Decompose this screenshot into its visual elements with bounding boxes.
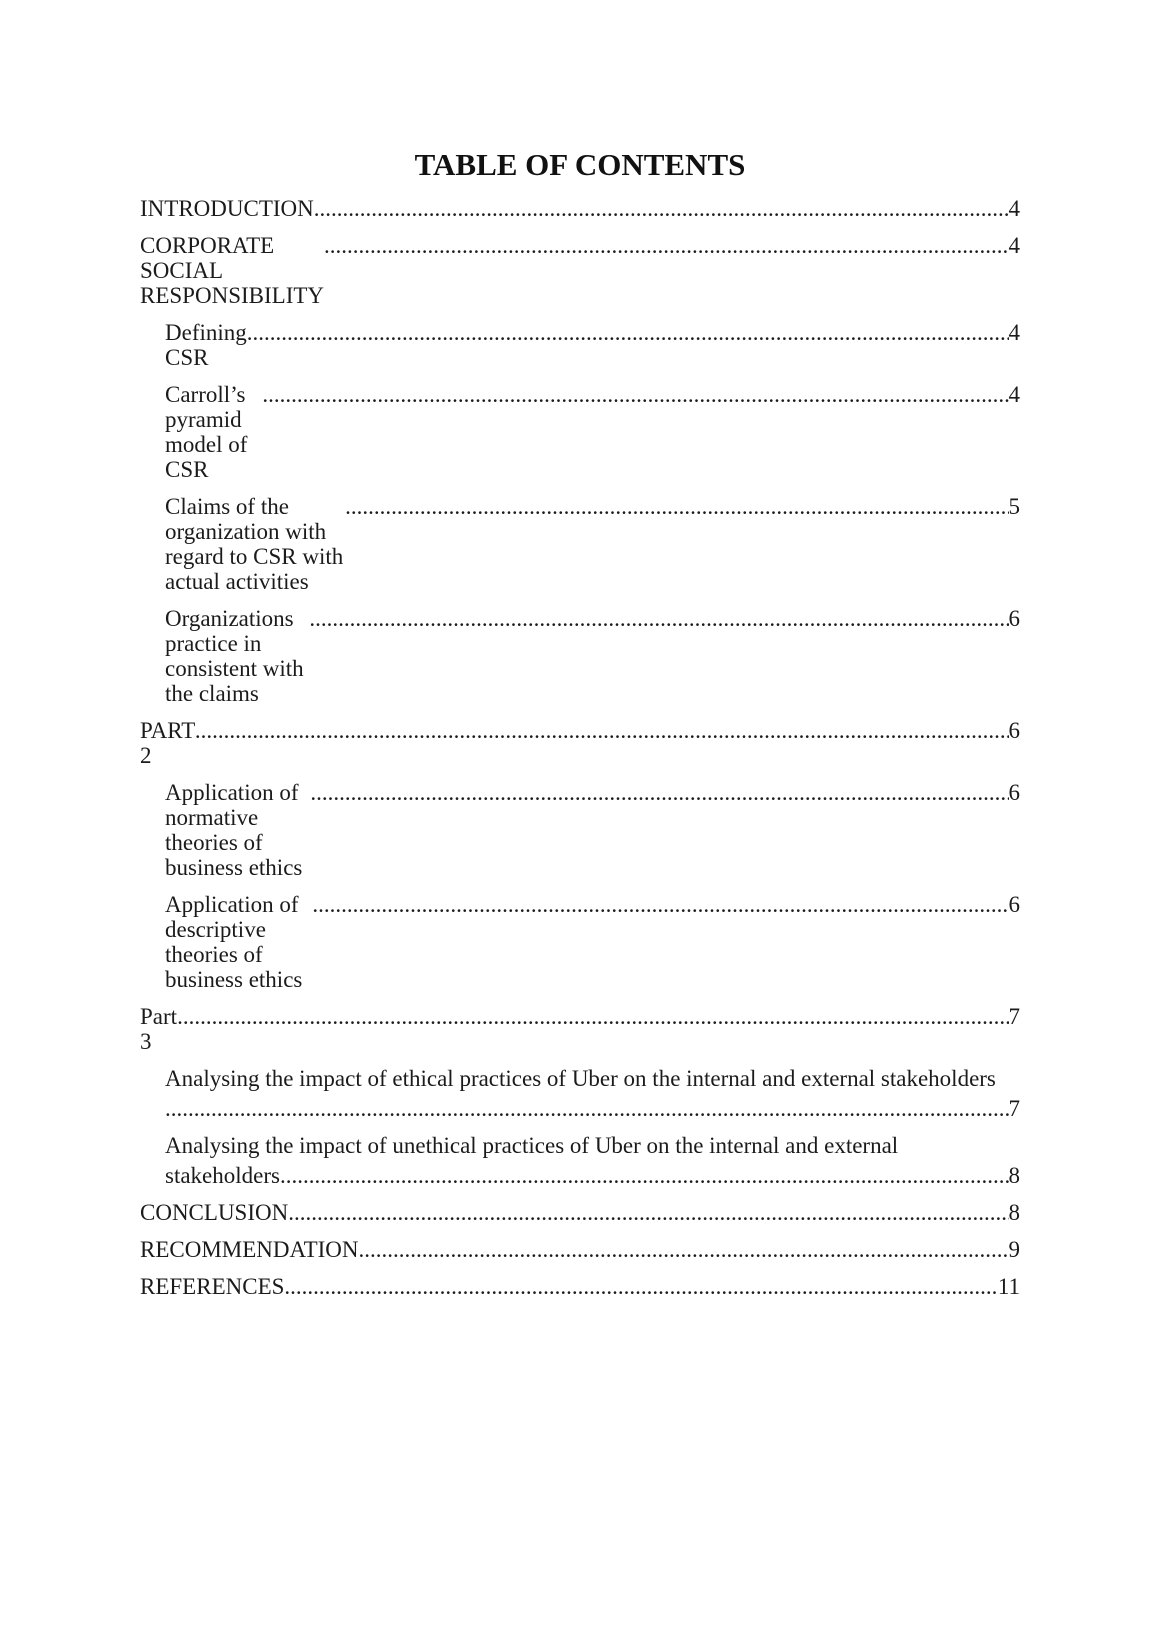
toc-row[interactable] [140,1096,1020,1121]
toc-page-number: 5 [1008,494,1020,519]
table-of-contents [140,196,1020,1299]
toc-dot-leader [195,718,1009,743]
toc-dot-leader [247,320,1009,345]
toc-row[interactable] [140,1237,1020,1262]
toc-dot-leader [314,196,1009,221]
toc-row[interactable] [140,196,1020,221]
toc-page-number: 6 [1008,718,1020,743]
toc-entry-text: Application of normative theories of business ethics [165,780,305,880]
toc-dot-leader [177,1004,1008,1029]
toc-entry-text: Part 3 [140,1004,183,1054]
toc-dot-leader [324,233,1008,258]
toc-row[interactable] [140,718,1020,768]
toc-row[interactable] [140,382,1020,482]
toc-row[interactable] [140,1163,1020,1188]
toc-page-number: 4 [1008,382,1020,407]
toc-entry-text: RECOMMENDATION [140,1237,359,1262]
toc-page-number: 4 [1008,196,1020,221]
toc-entry-text: CORPORATE SOCIAL RESPONSIBILITY [140,233,325,308]
toc-entry-text: Analysing the impact of unethical practices of Uber on the internal and external [165,1133,899,1158]
toc-entry-text: PART 2 [140,718,201,768]
toc-entry-text: Carroll’s pyramid model of CSR [165,382,254,482]
toc-page-number: 4 [1008,233,1020,258]
toc-page-number: 11 [997,1274,1020,1299]
toc-entry-text: Analysing the impact of ethical practices of Uber on the internal and external stakeholders [165,1066,996,1091]
toc-page-number: 6 [1008,606,1020,631]
toc-dot-leader [165,1096,1009,1121]
page-title: TABLE OF CONTENTS [414,147,746,182]
toc-page-number: 7 [1008,1096,1020,1121]
toc-row[interactable] [140,892,1020,992]
toc-page-number: 8 [1008,1163,1020,1188]
toc-dot-leader [262,382,1008,407]
toc-entry-text: Organizations practice in consistent with the claims [165,606,310,706]
toc-entry-text: stakeholders [165,1163,280,1188]
toc-page-number: 6 [1008,780,1020,805]
toc-dot-leader [309,606,1008,631]
toc-row[interactable] [140,1133,1020,1158]
toc-page-number: 7 [1008,1004,1020,1029]
toc-entry-text: Application of descriptive theories of business ethics [165,892,305,992]
toc-row[interactable] [140,1066,1020,1091]
toc-dot-leader [280,1163,1009,1188]
toc-entry-text: Claims of the organization with regard to CSR with actual activities [165,494,349,594]
toc-page-number: 8 [1008,1200,1020,1225]
toc-dot-leader [284,1274,997,1299]
toc-dot-leader [345,494,1008,519]
toc-row[interactable] [140,494,1020,594]
toc-entry-text: REFERENCES [140,1274,285,1299]
toc-page-number: 6 [1008,892,1020,917]
toc-row[interactable] [140,606,1020,706]
toc-row[interactable] [140,233,1020,308]
toc-dot-leader [288,1200,1008,1225]
toc-page-number: 4 [1008,320,1020,345]
toc-entry-text: CONCLUSION [140,1200,289,1225]
toc-row[interactable] [140,320,1020,370]
toc-entry-text: INTRODUCTION [140,196,314,221]
toc-page-number: 9 [1008,1237,1020,1262]
toc-entry-text: Defining CSR [165,320,253,370]
toc-row[interactable] [140,780,1020,880]
toc-dot-leader [359,1237,1009,1262]
toc-row[interactable] [140,1274,1020,1299]
toc-dot-leader [310,780,1008,805]
toc-row[interactable] [140,1200,1020,1225]
toc-row[interactable] [140,1004,1020,1054]
toc-dot-leader [312,892,1008,917]
